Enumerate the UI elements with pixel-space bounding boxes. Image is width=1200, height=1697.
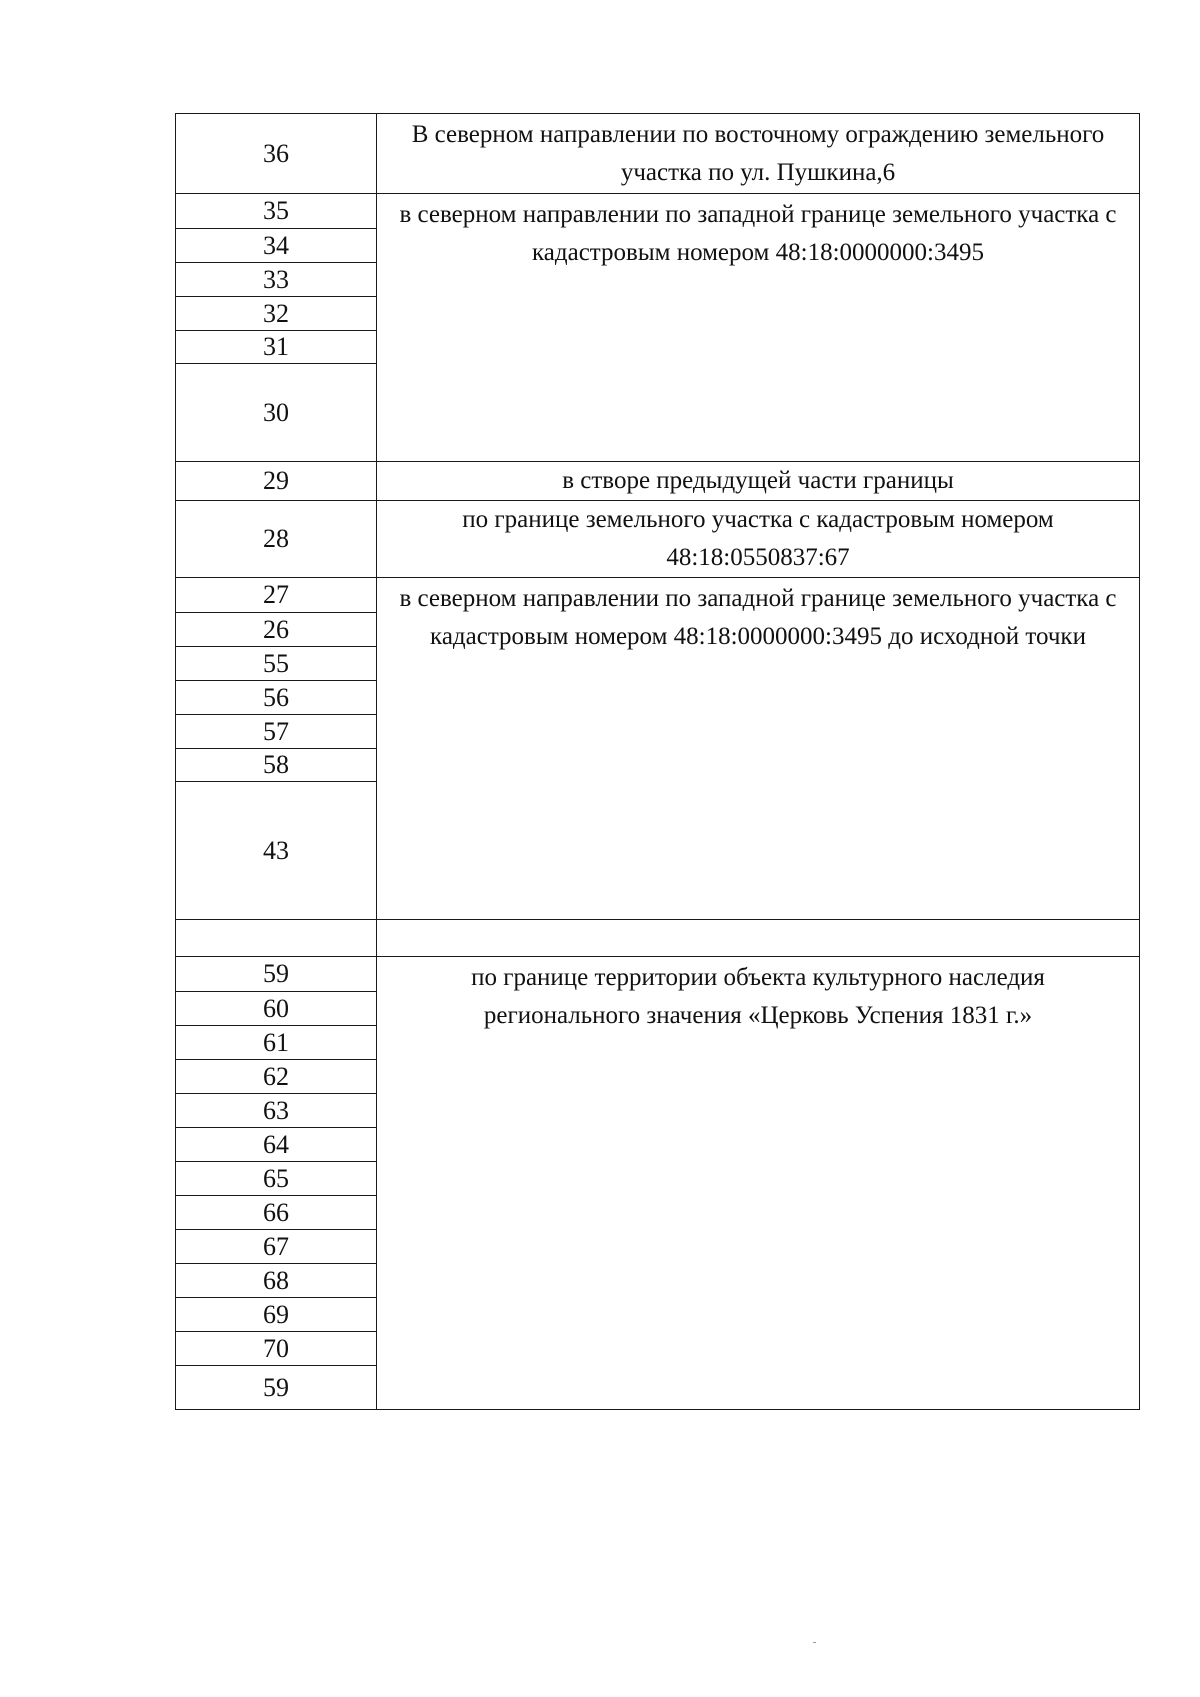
point-number: 58 [176,748,376,781]
point-number: 61 [176,1025,376,1059]
point-number: 30 [176,363,376,461]
point-number: 64 [176,1127,376,1161]
boundary-description: в створе предыдущей части границы [562,467,954,494]
boundary-description [377,920,1139,956]
table-row-group [176,577,1139,919]
point-numbers-column [176,194,377,461]
point-number: 35 [263,196,289,225]
point-number: 32 [176,296,376,330]
point-number: 34 [176,228,376,262]
point-number: 66 [176,1195,376,1229]
boundary-description: по границе территории объекта культурного наследия регионального значения «Церковь Успения 1831 г.» [471,964,1045,1029]
table-row-group [176,193,1139,461]
boundary-description: В северном направлении по восточному ограждению земельного участка по ул. Пушкина,6 [411,120,1105,186]
point-number: 27 [263,580,289,609]
boundary-points-table [175,113,1140,1410]
point-number: 29 [263,466,289,495]
point-number: 62 [176,1059,376,1093]
point-number: 28 [263,523,289,553]
point-number: 70 [176,1331,376,1365]
boundary-description: в северном направлении по западной границе земельного участка с кадастровым номером 48:18:0000000:3495 до исходной точки [399,585,1117,650]
table-row-group [176,461,1139,500]
point-number: 33 [176,262,376,296]
point-number: 31 [176,330,376,363]
point-number: 26 [176,612,376,646]
point-number: 57 [176,714,376,748]
point-numbers-column [176,462,377,500]
point-number: 68 [176,1263,376,1297]
point-number: 56 [176,680,376,714]
point-number: 67 [176,1229,376,1263]
point-number: 55 [176,646,376,680]
point-number: 59 [176,1365,376,1409]
point-numbers-column [176,578,377,919]
table-row-group [176,500,1139,577]
point-number: 59 [263,959,289,988]
point-number: 65 [176,1161,376,1195]
scan-speck [813,1642,816,1643]
point-number: 43 [176,781,376,919]
point-number: 60 [176,991,376,1025]
point-number: 63 [176,1093,376,1127]
table-row-group-empty [176,919,1139,956]
point-number: 69 [176,1297,376,1331]
point-number: 36 [263,138,289,168]
boundary-description: в северном направлении по западной границе земельного участка с кадастровым номером 48:18:0000000:3495 [399,201,1117,266]
boundary-description: по границе земельного участка с кадастровым номером 48:18:0550837:67 [462,506,1054,571]
point-numbers-column [176,114,377,193]
table-row-group [176,114,1139,193]
point-numbers-column [176,501,377,577]
point-number [176,920,376,956]
point-numbers-column [176,957,377,1409]
point-numbers-column [176,920,377,956]
table-row-group [176,956,1139,1409]
